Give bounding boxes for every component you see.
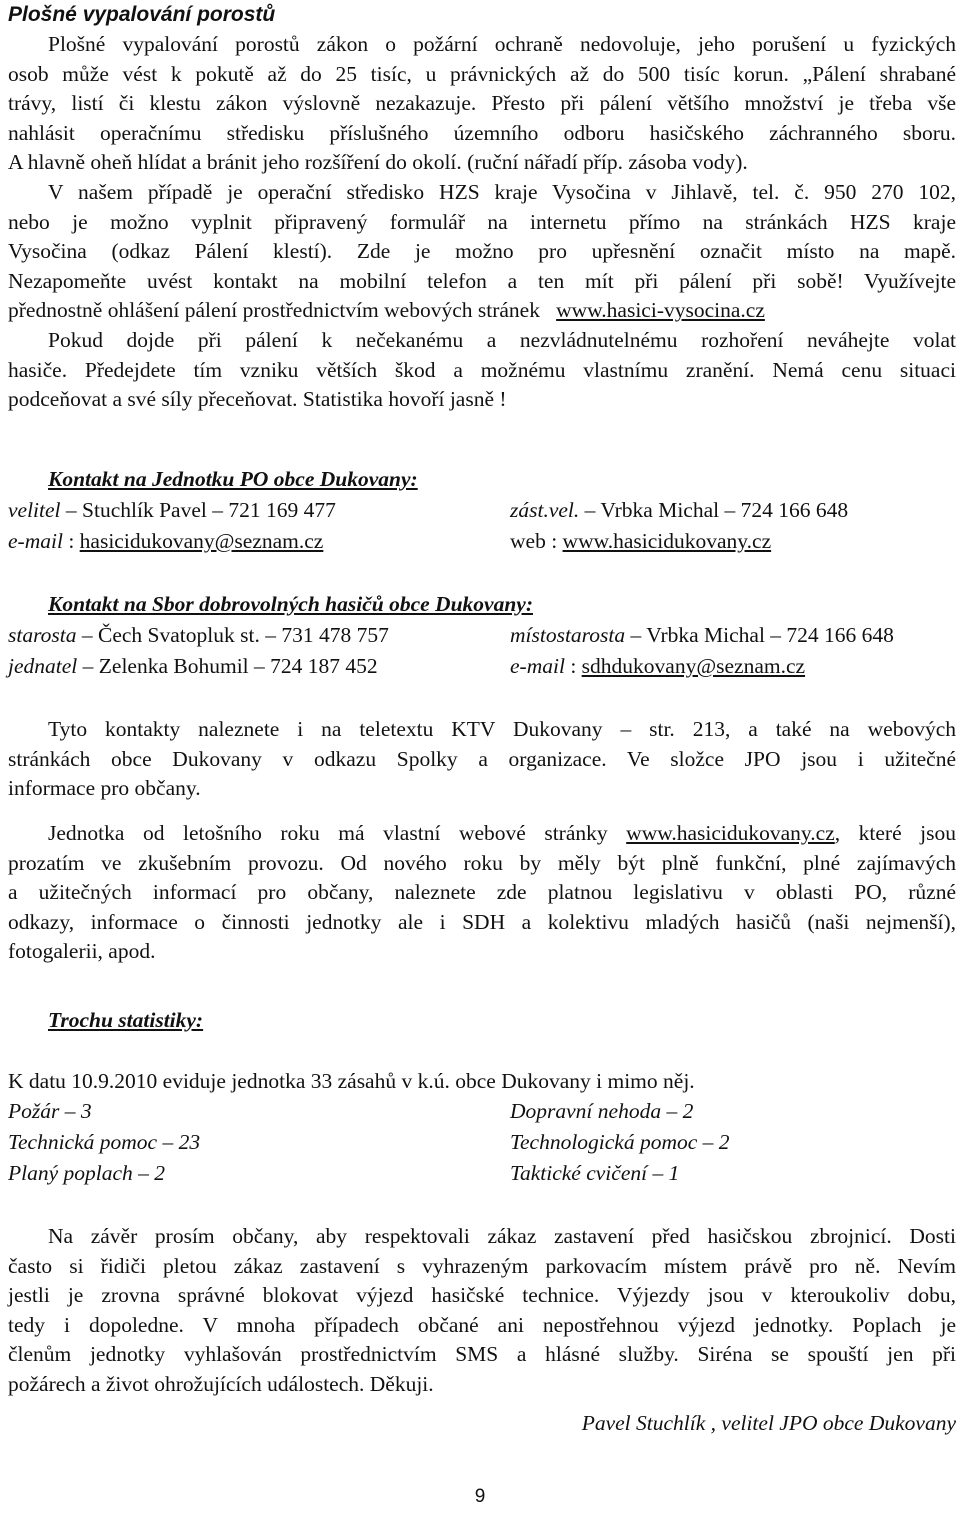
contact-cell [8, 623, 389, 648]
website-link[interactable]: www.hasicidukovany.cz [626, 821, 835, 845]
text-line: Plošné vypalování porostů zákon o požární ochraně nedovoluje, jeho porušení u fyzických [48, 32, 956, 56]
text-line: informace pro občany. [8, 776, 201, 801]
text-line: Pokud dojde při pálení k nečekanému a nezvládnutelnému rozhoření neváhejte volat [48, 327, 956, 352]
text-line: členům jednotky vyhlašován prostřednictvím SMS a hlásné služby. Siréna se spouští jen při [8, 1342, 956, 1367]
jpo-contact-row [8, 498, 956, 528]
jpo-web-link[interactable]: www.hasicidukovany.cz [562, 529, 772, 553]
text-line: odkazy, informace o činnosti jednotky ale i SDH a kolektivu mladých hasičů (naši nejmenší), [8, 909, 956, 934]
contact-cell [510, 529, 771, 554]
role-label: jednatel [8, 654, 78, 678]
text-line: Na závěr prosím občany, aby respektovali zákaz zastavení před hasičskou zbrojnicí. Dosti [48, 1224, 956, 1248]
text-fragment: přednostně ohlášení pálení prostřednictvím webových stránek [8, 298, 540, 323]
role-label: místostarosta [510, 623, 626, 647]
text-fragment: , které jsou [834, 821, 956, 845]
role-label: e-mail [510, 654, 565, 678]
text-line: hasiče. Předejdete tím vzniku větších škod a možnému vlastnímu zranění. Nemá cenu situaci [8, 357, 956, 382]
text-line: trávy, listí či klestu zákon výslovně nezakazuje. Přesto při pálení většího množství je třeba vše [8, 91, 956, 116]
contact-cell [510, 623, 894, 648]
role-label: starosta [8, 623, 77, 647]
text-line [8, 819, 956, 849]
text-line: A hlavně oheň hlídat a bránit jeho rozšíření do okolí. (ruční nářadí příp. zásoba vody). [8, 150, 748, 175]
text-line: tedy i dopoledne. V mnoha případech občané ani nepostřehnou výjezd jednotky. Poplach je [8, 1312, 956, 1337]
contact-value: – Vrbka Michal – 724 166 648 [625, 623, 894, 647]
page-number: 9 [474, 1486, 486, 1507]
signature: Pavel Stuchlík , velitel JPO obce Dukovany [581, 1411, 956, 1435]
text-line: osob může vést k pokutě až do 25 tisíc, u právnických až do 500 tisíc korun. „Pálení shrabané [8, 61, 956, 86]
burning-paragraph [8, 30, 956, 415]
role-label: e-mail [8, 529, 63, 553]
closing-paragraph [8, 1222, 956, 1400]
stat-item: Planý poplach – 2 [8, 1161, 166, 1185]
stats-row [8, 1099, 956, 1129]
text-line: podceňovat a své síly přeceňovat. Statistika hovoří jasně ! [8, 387, 507, 412]
contact-cell [8, 529, 323, 554]
contact-value: – Čech Svatopluk st. – 731 478 757 [76, 623, 389, 647]
text-line [8, 296, 956, 326]
contact-value: – Zelenka Bohumil – 724 187 452 [77, 654, 378, 678]
text-line: často si řidiči pletou zákaz zastavení s vyhrazeným parkovacím místem právě pro ně. Nevím [8, 1253, 956, 1278]
text-line: nahlásit operačnímu středisku příslušného územního odboru hasičského záchranného sboru. [8, 120, 956, 145]
text-line: stránkách obce Dukovany v odkazu Spolky a organizace. Ve složce JPO jsou i užitečné [8, 746, 956, 771]
text-line: Nezapomeňte uvést kontakt na mobilní telefon a ten mít při pálení při sobě! Využívejte [8, 268, 956, 293]
contact-cell [8, 498, 336, 523]
stat-item: Požár – 3 [8, 1099, 92, 1123]
text-line: V našem případě je operační středisko HZS kraje Vysočina v Jihlavě, tel. č. 950 270 102, [48, 179, 956, 204]
stat-item: Taktické cvičení – 1 [510, 1161, 680, 1185]
text-line: a užitečných informací pro občany, naleznete zde platnou legislativu v oblasti PO, různé [8, 880, 956, 905]
sdh-contact-heading: Kontakt na Sbor dobrovolných hasičů obce Dukovany: [48, 592, 533, 616]
role-label: web : [510, 529, 563, 553]
jpo-contact-row [8, 529, 956, 559]
contact-value: – Vrbka Michal – 724 166 648 [579, 498, 849, 522]
stats-intro: K datu 10.9.2010 eviduje jednotka 33 zásahů v k.ú. obce Dukovany i mimo něj. [8, 1069, 695, 1093]
text-fragment: Jednotka od letošního roku má vlastní webové stránky [48, 821, 627, 845]
stat-item: Dopravní nehoda – 2 [510, 1099, 694, 1123]
contact-cell [510, 498, 848, 523]
contact-cell [8, 654, 378, 679]
text-line: požárech a život ohrožujících událostech. Děkuji. [8, 1371, 434, 1396]
stats-row [8, 1161, 956, 1191]
text-line: fotogalerii, apod. [8, 939, 156, 964]
text-line: jestli je zrovna správné blokovat výjezd hasičské technice. Výjezdy jsou v kteroukoliv dobu, [8, 1283, 956, 1308]
text-line: nebo je možno vyplnit připravený formulář na internetu přímo na stránkách HZS kraje [8, 209, 956, 234]
contact-value: – Stuchlík Pavel – 721 169 477 [60, 498, 336, 522]
separator: : [62, 529, 80, 553]
text-line: prozatím ve zkušebním provozu. Od nového roku by měly být plně funkční, plné zajímavých [8, 850, 956, 875]
jpo-contact-heading: Kontakt na Jednotku PO obce Dukovany: [48, 467, 418, 491]
sdh-contact-row [8, 654, 956, 684]
section-title-burning: Plošné vypalování porostů [8, 3, 276, 26]
stat-item: Technická pomoc – 23 [8, 1130, 201, 1154]
stats-heading: Trochu statistiky: [48, 1008, 204, 1032]
website-paragraph [8, 819, 956, 967]
teletext-paragraph [8, 715, 956, 804]
text-line: Tyto kontakty naleznete i na teletextu KTV Dukovany – str. 213, a také na webových [48, 717, 956, 741]
role-label: velitel [8, 498, 61, 522]
stat-item: Technologická pomoc – 2 [510, 1130, 730, 1154]
text-line: Vysočina (odkaz Pálení klestí). Zde je možno pro upřesnění označit místo na mapě. [8, 239, 956, 264]
sdh-contact-row [8, 623, 956, 653]
jpo-email-link[interactable]: hasicidukovany@seznam.cz [79, 529, 324, 553]
sdh-email-link[interactable]: sdhdukovany@seznam.cz [581, 654, 806, 678]
hasici-vysocina-link[interactable]: www.hasici-vysocina.cz [556, 298, 765, 323]
separator: : [564, 654, 582, 678]
role-label: zást.vel. [510, 498, 580, 522]
contact-cell [510, 654, 805, 679]
stats-row [8, 1130, 956, 1160]
